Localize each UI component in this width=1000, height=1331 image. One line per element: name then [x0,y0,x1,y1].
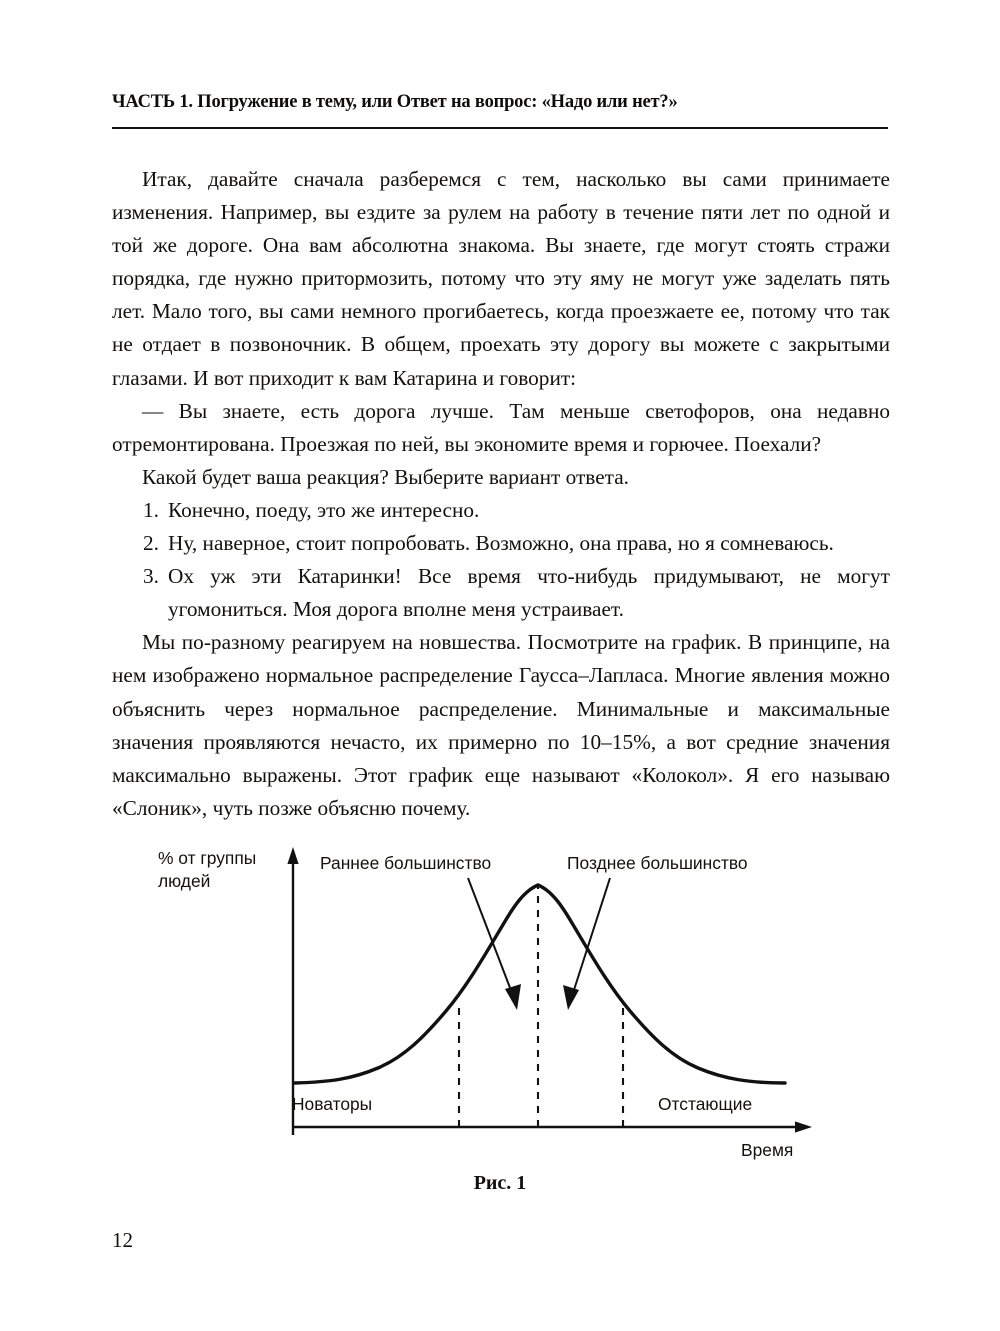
list-item [112,494,890,527]
annotation-innovators-label: Новаторы [292,1094,373,1114]
x-axis-label: Время [741,1140,794,1160]
list-item [112,560,890,626]
list-item-number: 3. [143,564,159,589]
running-header-title: ЧАСТЬ 1. Погружение в тему, или Ответ на вопрос: «Надо или нет?» [112,92,678,112]
y-axis [287,847,298,1135]
y-axis-label-line-1: % от группы [158,848,257,868]
answer-options-list [112,494,890,626]
list-item-text: Ну, наверное, стоит попробовать. Возможно, она права, но я сомневаюсь. [168,531,834,556]
list-item-number: 2. [143,531,159,556]
annotation-late-majority-label: Позднее большинство [567,853,748,873]
figure-bell-curve [0,838,1000,1178]
body-text-block [112,163,890,825]
annotation-laggards-label: Отстающие [658,1094,753,1114]
list-item-text: Ох уж эти Катаринки! Все время что-нибудь придумывают, не могут угомониться. Моя дорога вполне меня устраивает. [168,564,890,622]
x-axis [293,1121,812,1132]
paragraph-2: — Вы знаете, есть дорога лучше. Там меньше светофоров, она недавно отремонтирована. Проезжая по ней, вы экономите время и горючее. Поехали? [112,398,890,456]
paragraph-3: Какой будет ваша реакция? Выберите вариант ответа. [142,464,629,489]
y-axis-label-line-2: людей [158,871,211,891]
list-item-text: Конечно, поеду, это же интересно. [168,497,480,522]
page-number: 12 [112,1228,133,1252]
figure-caption: Рис. 1 [473,1172,527,1194]
early-majority-arrow-icon [468,878,521,1010]
paragraph-1: Итак, давайте сначала разберемся с тем, насколько вы сами принимаете изменения. Например, вы ездите за рулем на работу в течение пяти лет по одной и той же дороге. Она вам абсолютна знакома. Вы знаете, где могут стоять стражи порядка, где нужно притормозить, потому что эту яму не могут уже заделать пять лет. Мало того, вы сами немного прогибаетесь, когда проезжаете ее, потому что так не отдает в позвоночник. В общем, проехать эту дорогу вы можете с закрытыми глазами. И вот приходит к вам Катарина и говорит: [112,167,890,390]
list-item-number: 1. [143,497,159,522]
annotation-early-majority-label: Раннее большинство [320,853,492,873]
bell-curve-path [295,885,785,1083]
header-rule-divider [112,127,888,129]
list-item [112,527,890,560]
paragraph-4: Мы по-разному реагируем на новшества. Посмотрите на график. В принципе, на нем изображено нормальное распределение Гаусса–Лапласа. Многие явления можно объяснить через нормальное распределение. Минимальные и максимальные значения проявляются нечасто, их примерно по 10–15%, а вот средние значения максимально выражены. Этот график еще называют «Колокол». Я его называю «Слоник», чуть позже объясню почему. [112,630,890,820]
